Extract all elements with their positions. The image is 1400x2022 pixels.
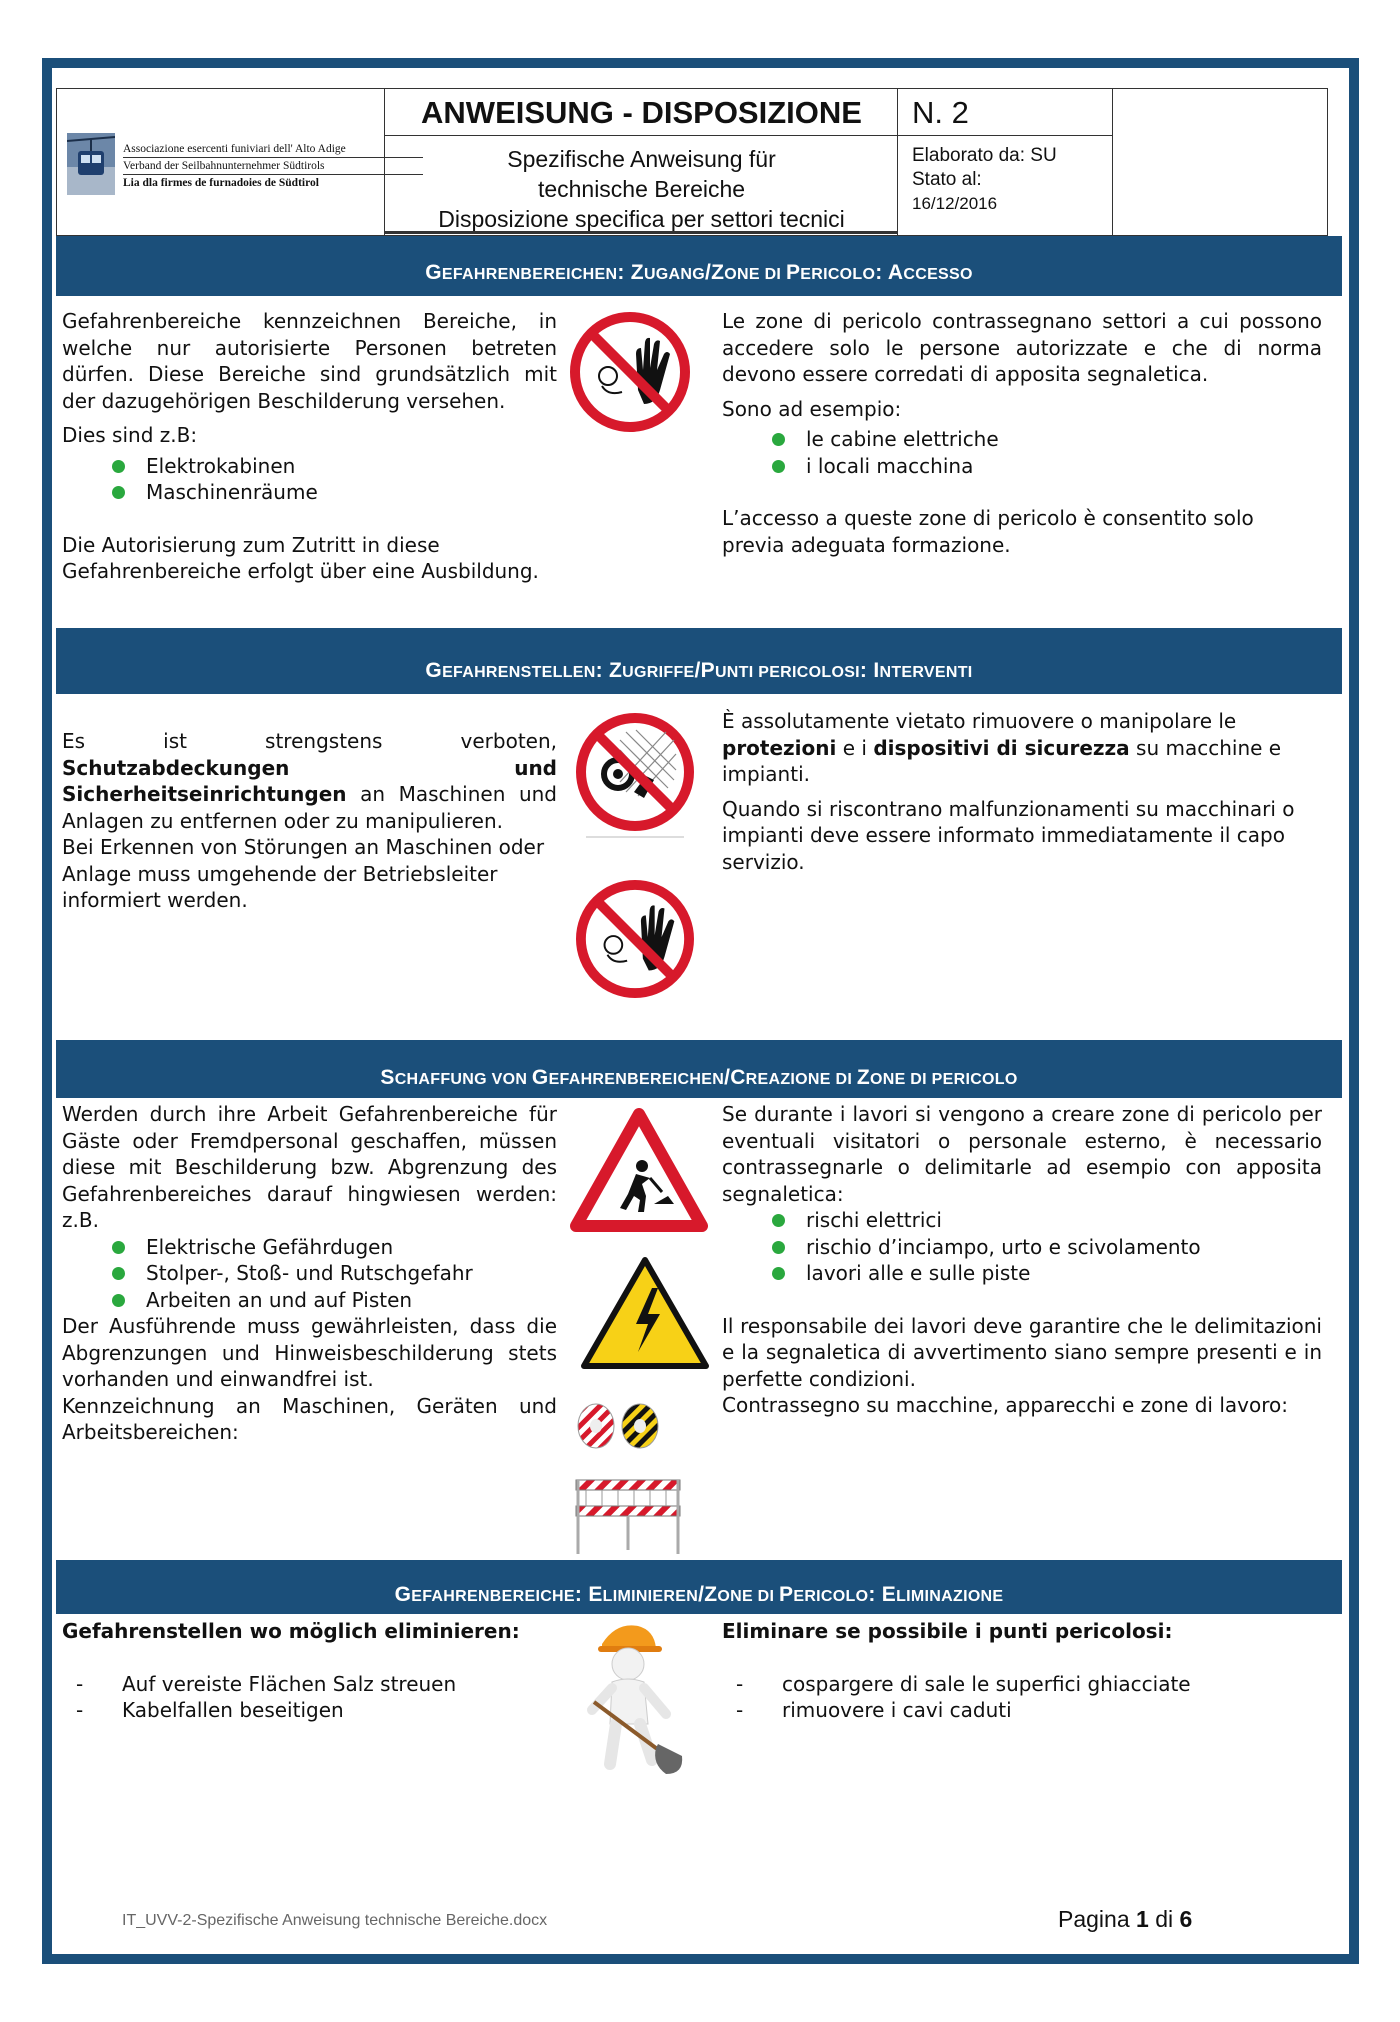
list-item: Elektrokabinen [62, 453, 557, 480]
s4-it-heading: Eliminare se possibile i punti pericolosi: [722, 1619, 1173, 1643]
section-spacer [56, 628, 1342, 648]
s4-de-list [62, 1671, 557, 1724]
list-item: lavori alle e sulle piste [722, 1260, 1322, 1287]
barrier-tape-rolls-icon [574, 1400, 670, 1452]
s3-de-p1: Werden durch ihre Arbeit Gefahrenbereiche für Gäste oder Fremdpersonal geschaffen, müssen diese mit Beschilderung bzw. Abgrenzung des Gefahrenbereiches darauf hingwiesen werden: z.B. [62, 1102, 557, 1232]
section-1-german [62, 308, 557, 585]
s2-de-p1-a: Es ist strengstens verboten, [62, 729, 557, 753]
subtitle-line-1: Spezifische Anweisung für [507, 146, 776, 172]
s1-it-outro: L’accesso a queste zone di pericolo è consentito solo previa adeguata formazione. [722, 506, 1254, 557]
list-item: Arbeiten an und auf Pisten [62, 1287, 557, 1314]
s2-de-safety-devices: Sicherheitseinrichtungen [62, 782, 347, 806]
section-1-title: GEFAHRENBEREICHEN: ZUGANG/ZONE DI PERICOLO: ACCESSO [56, 250, 1342, 296]
s3-it-list [722, 1207, 1322, 1287]
s1-it-list [722, 426, 1322, 479]
worker-with-shovel-icon [572, 1614, 698, 1778]
page-current: 1 [1136, 1906, 1149, 1932]
list-item: Elektrische Gefährdugen [62, 1234, 557, 1261]
s3-it-p1: Se durante i lavori si vengono a creare zone di pericolo per eventuali visitatori o personale esterno, è necessario contrassegnarle o delimitarle ad esempio con apposita segnaletica: [722, 1102, 1322, 1206]
header-empty-cell [1112, 89, 1327, 235]
no-entry-hand-sign-icon [576, 880, 694, 998]
s2-it-protections: protezioni [722, 735, 837, 760]
list-item: rischi elettrici [722, 1207, 1322, 1234]
section-2-german [62, 728, 557, 914]
section-4-title: GEFAHRENBEREICHE: ELIMINIEREN/ZONE DI PERICOLO: ELIMINAZIONE [56, 1576, 1342, 1614]
s2-it-p1-c: e i [842, 735, 867, 760]
s2-de-p1-rest [62, 781, 557, 834]
page-label: Pagina [1058, 1906, 1130, 1932]
s1-de-list [62, 453, 557, 506]
list-item: - cospargere di sale le superfici ghiacciate [722, 1671, 1322, 1698]
s2-de-p1-bold-line [62, 755, 557, 782]
list-item: Stolper-, Stoß- und Rutschgefahr [62, 1260, 557, 1287]
s3-it-p3: Contrassegno su macchine, apparecchi e zone di lavoro: [722, 1393, 1288, 1417]
section-1-italian [722, 308, 1322, 558]
list-item: - Kabelfallen beseitigen [62, 1697, 557, 1724]
section-2-italian [722, 708, 1322, 875]
status-date: 16/12/2016 [912, 194, 998, 213]
list-item: - Auf vereiste Flächen Salz streuen [62, 1671, 557, 1698]
elaborated-by: Elaborato da: SU [912, 145, 1057, 166]
electrical-hazard-sign-icon [578, 1254, 712, 1374]
construction-barrier-icon [574, 1476, 684, 1556]
list-item: Maschinenräume [62, 479, 557, 506]
s2-it-p1-a: È assolutamente vietato rimuovere o manipolare le [722, 709, 1237, 733]
s3-de-list [62, 1234, 557, 1314]
s2-it-p1 [722, 708, 1322, 788]
s2-it-p1-d: su macchine e impianti. [722, 735, 1282, 786]
org-line-de: Verband der Seilbahnunternehmer Südtirols [123, 158, 423, 175]
s4-it-list [722, 1671, 1322, 1724]
section-spacer [56, 236, 1342, 250]
document-number: N. 2 [912, 95, 969, 130]
no-removal-of-guards-sign-icon [576, 710, 694, 844]
list-item: - rimuovere i cavi caduti [722, 1697, 1322, 1724]
s1-de-examples-label: Dies sind z.B: [62, 423, 198, 447]
section-3-italian [722, 1101, 1322, 1419]
section-4-german [62, 1618, 557, 1724]
s1-it-intro: Le zone di pericolo contrassegnano settori a cui possono accedere solo le persone autorizzate e che di norma devono essere corredati di apposita segnaletica. [722, 309, 1322, 386]
cable-car-logo-icon [67, 133, 115, 195]
s3-de-p2: Der Ausführende muss gewährleisten, dass die Abgrenzungen und Hinweisbeschilderung stets vorhanden und einwandfrei ist. [62, 1314, 557, 1391]
s2-it-p2: Quando si riscontrano malfunzionamenti su macchinari o impianti deve essere informato immediatamente il capo servizio. [722, 796, 1295, 874]
page-of: di [1155, 1906, 1174, 1932]
list-item: rischio d’inciampo, urto e scivolamento [722, 1234, 1322, 1261]
s2-de-and: und [514, 755, 557, 780]
s2-it-safety-devices: dispositivi di sicurezza [873, 735, 1130, 760]
list-item: i locali macchina [722, 453, 1322, 480]
org-line-lad: Lia dla firmes de furnadoies de Südtirol [123, 177, 319, 189]
subtitle-line-3: Disposizione specifica per settori tecnici [438, 206, 845, 232]
footer-page-number [1058, 1906, 1192, 1933]
section-3-german [62, 1101, 557, 1446]
s1-it-examples-label: Sono ad esempio: [722, 396, 902, 421]
no-entry-unauthorized-sign-icon [570, 312, 690, 432]
page-total: 6 [1179, 1906, 1193, 1932]
s3-it-p2: Il responsabile dei lavori deve garantire che le delimitazioni e la segnaletica di avvertimento siano sempre presenti e in perfette condizioni. [722, 1313, 1322, 1391]
s4-de-heading: Gefahrenstellen wo möglich eliminieren: [62, 1619, 520, 1643]
document-title: ANWEISUNG - DISPOSIZIONE [421, 95, 862, 130]
list-item: le cabine elettriche [722, 426, 1322, 453]
roadworks-warning-sign-icon [570, 1108, 708, 1234]
s2-de-protective-covers: Schutzabdeckungen [62, 755, 290, 780]
s2-de-p2: Bei Erkennen von Störungen an Maschinen oder Anlage muss umgehende der Betriebsleiter informiert werden. [62, 835, 545, 912]
subtitle-line-2: technische Bereiche [537, 176, 746, 202]
org-logo [67, 133, 397, 201]
section-2-title: GEFAHRENSTELLEN: ZUGRIFFE/PUNTI PERICOLOSI: INTERVENTI [56, 648, 1342, 694]
section-4-italian [722, 1618, 1322, 1724]
org-line-it: Associazione esercenti funiviari dell' Alto Adige [123, 141, 423, 158]
section-spacer [56, 1040, 1342, 1060]
s1-de-intro: Gefahrenbereiche kennzeichnen Bereiche, in welche nur autorisierte Personen betreten dürfen. Diese Bereiche sind grundsätzlich mit der dazugehörigen Beschilderung versehen. [62, 309, 557, 413]
status-label: Stato al: [912, 169, 982, 190]
s1-de-outro: Die Autorisierung zum Zutritt in diese Gefahrenbereiche erfolgt über eine Ausbildung. [62, 532, 539, 583]
s3-de-p3: Kennzeichnung an Maschinen, Geräten und Arbeitsbereichen: [62, 1393, 557, 1444]
footer-filename: IT_UVV-2-Spezifische Anweisung technische Bereiche.docx [122, 1912, 548, 1929]
document-header [56, 88, 1328, 236]
s2-de-p1-c: an Maschinen und Anlagen zu entfernen oder zu manipulieren. [62, 782, 557, 833]
section-3-title: SCHAFFUNG VON GEFAHRENBEREICHEN/CREAZIONE DI ZONE DI PERICOLO [56, 1058, 1342, 1098]
